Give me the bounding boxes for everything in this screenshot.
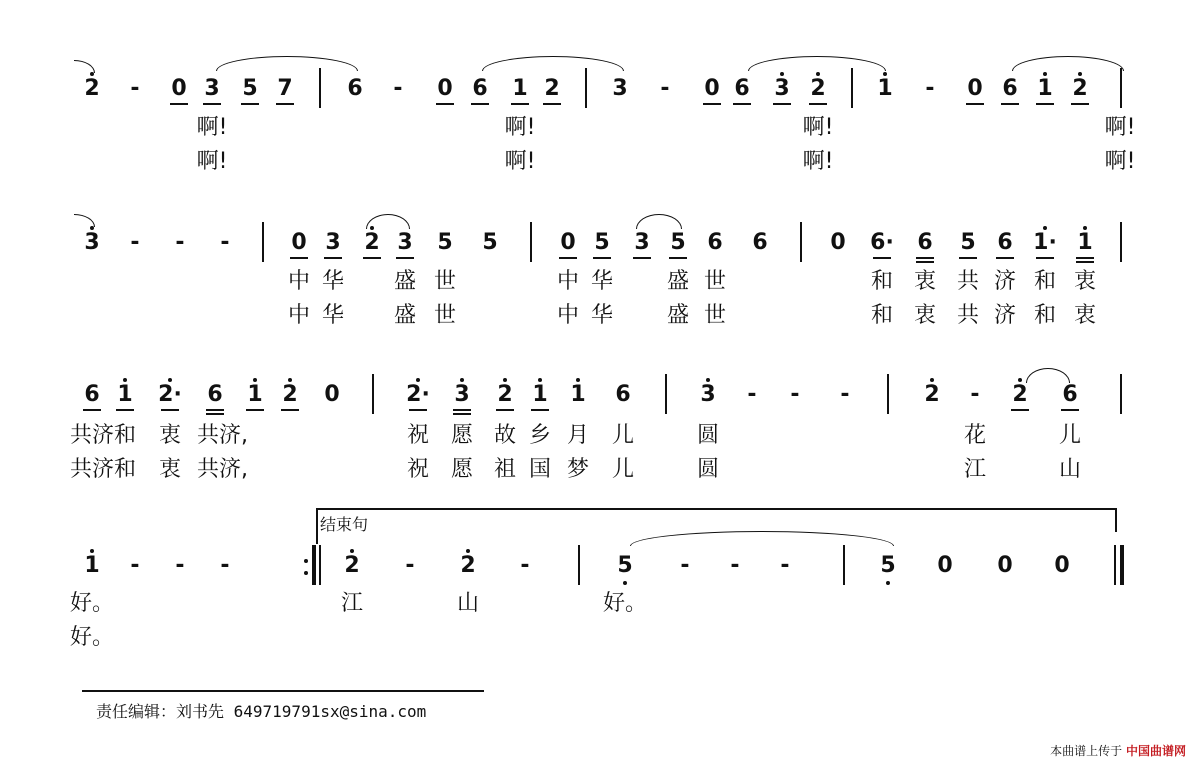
barline	[800, 222, 802, 262]
note: 3	[321, 232, 345, 254]
octave-dot-high	[538, 378, 542, 382]
source-prefix: 本曲谱上传于	[1050, 744, 1123, 758]
slur-mark	[216, 56, 358, 71]
underline-eighth	[809, 103, 827, 105]
lyric-syllable: 啊!	[504, 149, 536, 174]
octave-dot-high	[123, 378, 127, 382]
barline	[578, 545, 580, 585]
note: 6	[347, 76, 363, 101]
lyric-syllable: 祝	[406, 423, 429, 448]
note: 3	[450, 384, 474, 406]
lyric-syllable: 江	[340, 591, 363, 616]
note: 0	[963, 78, 987, 100]
note: 2	[278, 384, 302, 406]
note: -	[130, 230, 140, 255]
note: 5	[437, 230, 453, 255]
octave-dot-high	[503, 378, 507, 382]
lyric-syllable: 好。	[70, 591, 115, 616]
lyric-syllable: 中	[556, 269, 579, 294]
lyric-syllable: 共济	[70, 457, 115, 482]
underline-eighth	[966, 103, 984, 105]
note: 6	[615, 382, 631, 407]
underline-eighth	[409, 409, 427, 411]
note: 1	[1033, 78, 1057, 100]
footer-rule	[82, 690, 484, 692]
barline	[843, 545, 845, 585]
octave-dot-high	[1043, 72, 1047, 76]
lyric-syllable: 啊!	[802, 115, 834, 140]
note: 6	[203, 384, 227, 406]
lyric-syllable: 山	[456, 591, 479, 616]
underline-eighth	[996, 257, 1014, 259]
octave-dot-high	[780, 72, 784, 76]
lyric-syllable: 山	[1058, 457, 1081, 482]
repeat-dot	[304, 571, 308, 575]
octave-dot-high	[90, 72, 94, 76]
lyric-syllable: 和	[870, 269, 893, 294]
note: 1	[566, 384, 590, 406]
lyric-syllable: 世	[433, 303, 456, 328]
underline-eighth	[241, 103, 259, 105]
underline-eighth	[1061, 409, 1079, 411]
note: 0	[830, 230, 846, 255]
lyric-syllable: 啊!	[802, 149, 834, 174]
lyric-syllable: 华	[590, 303, 613, 328]
lyric-syllable: 儿	[1058, 423, 1081, 448]
slur-mark	[1026, 368, 1070, 383]
note: -	[130, 76, 140, 101]
note: -	[730, 553, 740, 578]
octave-dot-high	[168, 378, 172, 382]
note: 3	[80, 232, 104, 254]
slur-mark	[636, 214, 682, 229]
volta-label: 结束句	[320, 515, 369, 534]
note: 1	[80, 555, 104, 577]
note: 5	[613, 555, 637, 577]
lyric-syllable: 花	[963, 423, 986, 448]
lyric-syllable: 和	[1033, 269, 1056, 294]
underline-eighth	[511, 103, 529, 105]
note: -	[220, 553, 230, 578]
note: 6·	[870, 232, 894, 254]
underline-eighth	[363, 257, 381, 259]
lyric-syllable: 和	[870, 303, 893, 328]
note: 2	[360, 232, 384, 254]
lyric-syllable: 世	[433, 269, 456, 294]
lyric-syllable: 衷	[1073, 269, 1096, 294]
octave-dot-high	[288, 378, 292, 382]
lyric-syllable: 祝	[406, 457, 429, 482]
note: 5	[876, 555, 900, 577]
barline	[319, 545, 321, 585]
note: -	[660, 76, 670, 101]
note: 5	[956, 232, 980, 254]
note: 2	[1068, 78, 1092, 100]
barline	[319, 68, 321, 108]
lyric-syllable: 中	[287, 303, 310, 328]
note: 3	[200, 78, 224, 100]
note: 6	[707, 230, 723, 255]
slur-mark	[1012, 56, 1124, 71]
underline-eighth	[276, 103, 294, 105]
lyric-syllable: 和	[1033, 303, 1056, 328]
octave-dot-high	[706, 378, 710, 382]
lyric-syllable: 圆	[696, 457, 719, 482]
note: 3	[393, 232, 417, 254]
underline-eighth	[1011, 409, 1029, 411]
underline-eighth	[959, 257, 977, 259]
note: 0	[997, 553, 1013, 578]
octave-dot-high	[1043, 226, 1047, 230]
note: 1	[113, 384, 137, 406]
lyric-syllable: 啊!	[196, 149, 228, 174]
lyric-syllable: 好。	[603, 591, 648, 616]
lyric-syllable: 华	[321, 303, 344, 328]
barline	[1120, 374, 1122, 414]
note: 2	[920, 384, 944, 406]
note: 5	[238, 78, 262, 100]
lyric-syllable: 愿	[450, 423, 473, 448]
underline-eighth	[703, 103, 721, 105]
note: -	[925, 76, 935, 101]
underline-sixteenth	[453, 413, 471, 415]
underline-eighth	[593, 257, 611, 259]
underline-eighth	[1001, 103, 1019, 105]
note: 3	[612, 76, 628, 101]
octave-dot-high	[1018, 378, 1022, 382]
lyric-syllable: 梦	[566, 457, 589, 482]
lyric-syllable: 盛	[666, 303, 689, 328]
lyric-syllable: 啊!	[1104, 115, 1136, 140]
lyric-syllable: 世	[703, 303, 726, 328]
note: 6	[998, 78, 1022, 100]
underline-eighth	[1036, 257, 1054, 259]
underline-eighth	[916, 257, 934, 259]
note: 2	[493, 384, 517, 406]
site-logo-text: 中国曲谱网	[1125, 744, 1186, 758]
octave-dot-high	[1083, 226, 1087, 230]
note: -	[175, 553, 185, 578]
note: 5	[666, 232, 690, 254]
underline-eighth	[116, 409, 134, 411]
lyric-syllable: 共	[956, 303, 979, 328]
note: 6	[468, 78, 492, 100]
lyric-syllable: 啊!	[196, 115, 228, 140]
note: 1	[243, 384, 267, 406]
slur-mark	[482, 56, 624, 71]
note: 2·	[158, 384, 182, 406]
lyric-syllable: 世	[703, 269, 726, 294]
lyric-syllable: 故	[493, 423, 516, 448]
octave-dot-high	[930, 378, 934, 382]
note: 6	[80, 384, 104, 406]
octave-dot-high	[460, 378, 464, 382]
lyric-syllable: 好。	[70, 625, 115, 650]
underline-eighth	[436, 103, 454, 105]
note: 3	[770, 78, 794, 100]
note: 0	[937, 553, 953, 578]
underline-eighth	[733, 103, 751, 105]
note: 0	[324, 382, 340, 407]
repeat-dot	[304, 559, 308, 563]
note: 0	[287, 232, 311, 254]
note: 2	[456, 555, 480, 577]
underline-eighth	[543, 103, 561, 105]
lyric-syllable: 乡	[528, 423, 551, 448]
lyric-syllable: 儿	[611, 457, 634, 482]
lyric-syllable: 衷	[913, 303, 936, 328]
note: 1	[873, 78, 897, 100]
note: -	[680, 553, 690, 578]
lyric-syllable: 济	[993, 269, 1016, 294]
note: -	[790, 382, 800, 407]
note: 0	[1054, 553, 1070, 578]
lyric-syllable: 盛	[393, 269, 416, 294]
underline-eighth	[161, 409, 179, 411]
underline-eighth	[290, 257, 308, 259]
octave-dot-high	[90, 226, 94, 230]
lyric-syllable: 共济,	[197, 423, 248, 448]
underline-eighth	[669, 257, 687, 259]
underline-eighth	[1076, 257, 1094, 259]
lyric-syllable: 愿	[450, 457, 473, 482]
lyric-syllable: 圆	[696, 423, 719, 448]
underline-eighth	[471, 103, 489, 105]
underline-eighth	[559, 257, 577, 259]
lyric-syllable: 盛	[666, 269, 689, 294]
barline	[887, 374, 889, 414]
octave-dot-high	[1078, 72, 1082, 76]
note: 1	[508, 78, 532, 100]
note: -	[175, 230, 185, 255]
note: 6	[1058, 384, 1082, 406]
underline-sixteenth	[916, 261, 934, 263]
lyric-syllable: 共	[956, 269, 979, 294]
note: -	[405, 553, 415, 578]
barline	[312, 545, 316, 585]
underline-eighth	[496, 409, 514, 411]
note: -	[747, 382, 757, 407]
underline-eighth	[396, 257, 414, 259]
octave-dot-high	[883, 72, 887, 76]
octave-dot-low	[886, 581, 890, 585]
octave-dot-high	[253, 378, 257, 382]
lyric-syllable: 衷	[913, 269, 936, 294]
lyric-syllable: 啊!	[504, 115, 536, 140]
lyric-syllable: 衷	[1073, 303, 1096, 328]
note: -	[970, 382, 980, 407]
barline	[1120, 545, 1124, 585]
lyric-syllable: 月	[566, 423, 589, 448]
note: -	[220, 230, 230, 255]
lyric-syllable: 中	[556, 303, 579, 328]
lyric-syllable: 济	[993, 303, 1016, 328]
note: 1	[1073, 232, 1097, 254]
lyric-syllable: 华	[321, 269, 344, 294]
underline-eighth	[170, 103, 188, 105]
barline	[1120, 68, 1122, 108]
note: -	[130, 553, 140, 578]
slur-mark	[630, 531, 894, 546]
note: 2·	[406, 384, 430, 406]
note: 5	[482, 230, 498, 255]
octave-dot-high	[466, 549, 470, 553]
lyric-syllable: 中	[287, 269, 310, 294]
slur-mark	[366, 214, 410, 229]
note: 7	[273, 78, 297, 100]
note: 0	[700, 78, 724, 100]
note: 6	[752, 230, 768, 255]
lyric-syllable: 国	[528, 457, 551, 482]
barline	[262, 222, 264, 262]
editor-credit: 责任编辑：刘书先 649719791sx@sina.com	[96, 702, 427, 721]
note: -	[520, 553, 530, 578]
lyric-syllable: 江	[963, 457, 986, 482]
lyric-syllable: 共济,	[197, 457, 248, 482]
note: 0	[433, 78, 457, 100]
underline-eighth	[206, 409, 224, 411]
octave-dot-high	[90, 549, 94, 553]
underline-eighth	[773, 103, 791, 105]
octave-dot-high	[350, 549, 354, 553]
note: -	[780, 553, 790, 578]
underline-eighth	[531, 409, 549, 411]
barline	[665, 374, 667, 414]
source-credit	[1050, 742, 1186, 759]
barline	[530, 222, 532, 262]
barline	[585, 68, 587, 108]
slur-mark	[748, 56, 886, 71]
lyric-syllable: 华	[590, 269, 613, 294]
note: 2	[340, 555, 364, 577]
lyric-syllable: 衷	[158, 423, 181, 448]
note: 1·	[1033, 232, 1057, 254]
underline-sixteenth	[1076, 261, 1094, 263]
lyric-syllable: 盛	[393, 303, 416, 328]
underline-eighth	[246, 409, 264, 411]
lyric-syllable: 和	[113, 457, 136, 482]
underline-eighth	[83, 409, 101, 411]
note: 0	[167, 78, 191, 100]
underline-sixteenth	[206, 413, 224, 415]
note: -	[840, 382, 850, 407]
underline-eighth	[203, 103, 221, 105]
note: 2	[80, 78, 104, 100]
note: 6	[730, 78, 754, 100]
underline-eighth	[324, 257, 342, 259]
note: 1	[528, 384, 552, 406]
lyric-syllable: 共济	[70, 423, 115, 448]
octave-dot-low	[623, 581, 627, 585]
note: -	[393, 76, 403, 101]
note: 3	[696, 384, 720, 406]
note: 2	[540, 78, 564, 100]
lyric-syllable: 和	[113, 423, 136, 448]
octave-dot-high	[416, 378, 420, 382]
underline-eighth	[281, 409, 299, 411]
underline-eighth	[453, 409, 471, 411]
lyric-syllable: 祖	[493, 457, 516, 482]
underline-eighth	[1071, 103, 1089, 105]
barline	[851, 68, 853, 108]
barline	[1114, 545, 1116, 585]
note: 2	[806, 78, 830, 100]
note: 2	[1008, 384, 1032, 406]
octave-dot-high	[576, 378, 580, 382]
underline-eighth	[1036, 103, 1054, 105]
note: 6	[913, 232, 937, 254]
note: 0	[556, 232, 580, 254]
barline	[1120, 222, 1122, 262]
underline-eighth	[633, 257, 651, 259]
note: 3	[630, 232, 654, 254]
underline-eighth	[873, 257, 891, 259]
lyric-syllable: 儿	[611, 423, 634, 448]
note: 5	[590, 232, 614, 254]
lyric-syllable: 啊!	[1104, 149, 1136, 174]
octave-dot-high	[816, 72, 820, 76]
lyric-syllable: 衷	[158, 457, 181, 482]
note: 6	[993, 232, 1017, 254]
barline	[372, 374, 374, 414]
